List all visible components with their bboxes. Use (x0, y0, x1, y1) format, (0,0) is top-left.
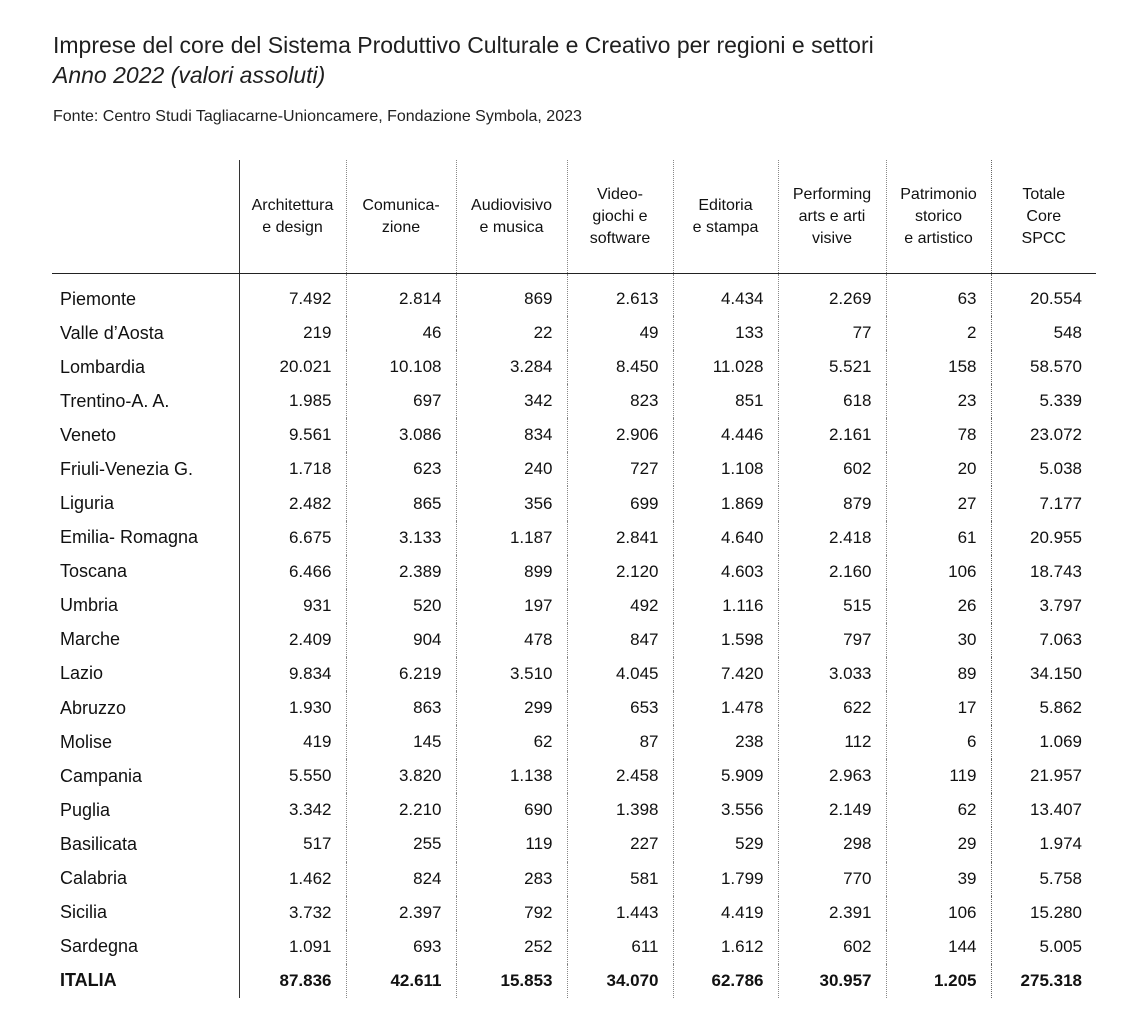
cell-editoria: 133 (673, 316, 778, 350)
cell-performing-arts: 2.160 (778, 555, 886, 589)
cell-totale: 5.038 (991, 452, 1096, 486)
cell-editoria: 4.640 (673, 521, 778, 555)
cell-comunicazione: 2.210 (346, 793, 456, 827)
cell-audiovisivo: 792 (456, 896, 567, 930)
region-name: Abruzzo (60, 697, 127, 718)
cell-patrimonio: 30 (886, 623, 991, 657)
table-row (52, 486, 1096, 520)
cell-videogiochi: 1.398 (567, 793, 673, 827)
cell-totale: 34.150 (991, 657, 1096, 691)
table-row (52, 589, 1096, 623)
cell-audiovisivo: 478 (456, 623, 567, 657)
cell-comunicazione: 2.389 (346, 555, 456, 589)
region-name: Piemonte (60, 288, 137, 309)
cell-audiovisivo: 62 (456, 725, 567, 759)
cell-editoria: 851 (673, 384, 778, 418)
table-row (52, 418, 1096, 452)
cell-comunicazione: 6.219 (346, 657, 456, 691)
cell-patrimonio: 6 (886, 725, 991, 759)
region-name: Campania (60, 765, 143, 786)
cell-comunicazione: 863 (346, 691, 456, 725)
cell-audiovisivo: 3.510 (456, 657, 567, 691)
cell-editoria: 1.598 (673, 623, 778, 657)
cell-comunicazione: 2.814 (346, 274, 456, 317)
column-header-architettura: Architettura e design (239, 160, 346, 274)
cell-editoria: 1.478 (673, 691, 778, 725)
cell-architettura: 20.021 (239, 350, 346, 384)
cell-performing-arts: 2.963 (778, 759, 886, 793)
cell-patrimonio: 63 (886, 274, 991, 317)
cell-audiovisivo: 1.138 (456, 759, 567, 793)
cell-videogiochi: 1.443 (567, 896, 673, 930)
cell-editoria: 4.603 (673, 555, 778, 589)
table-row (52, 691, 1096, 725)
cell-totale: 18.743 (991, 555, 1096, 589)
cell-totale: 548 (991, 316, 1096, 350)
cell-videogiochi: 2.120 (567, 555, 673, 589)
cell-comunicazione: 865 (346, 486, 456, 520)
cell-patrimonio: 17 (886, 691, 991, 725)
table-row (52, 657, 1096, 691)
table-total-row (52, 964, 1096, 998)
region-name: Veneto (60, 424, 117, 445)
cell-totale: 15.280 (991, 896, 1096, 930)
cell-comunicazione: 46 (346, 316, 456, 350)
cell-performing-arts: 602 (778, 930, 886, 964)
cell-videogiochi: 847 (567, 623, 673, 657)
cell-audiovisivo: 1.187 (456, 521, 567, 555)
cell-comunicazione: 10.108 (346, 350, 456, 384)
cell-videogiochi: 2.906 (567, 418, 673, 452)
cell-audiovisivo: 15.853 (456, 964, 567, 998)
cell-architettura: 9.561 (239, 418, 346, 452)
cell-totale: 3.797 (991, 589, 1096, 623)
cell-editoria: 4.434 (673, 274, 778, 317)
data-table (52, 160, 1096, 998)
cell-audiovisivo: 3.284 (456, 350, 567, 384)
cell-comunicazione: 3.133 (346, 521, 456, 555)
cell-architettura: 2.409 (239, 623, 346, 657)
column-header-videogiochi: Video- giochi e software (567, 160, 673, 274)
cell-performing-arts: 2.161 (778, 418, 886, 452)
region-name: Umbria (60, 595, 119, 616)
region-name: Sicilia (60, 902, 108, 923)
cell-performing-arts: 618 (778, 384, 886, 418)
cell-performing-arts: 2.269 (778, 274, 886, 317)
cell-comunicazione: 623 (346, 452, 456, 486)
cell-videogiochi: 492 (567, 589, 673, 623)
cell-totale: 7.177 (991, 486, 1096, 520)
cell-totale: 23.072 (991, 418, 1096, 452)
table-row (52, 896, 1096, 930)
table-row (52, 725, 1096, 759)
cell-audiovisivo: 899 (456, 555, 567, 589)
cell-totale: 21.957 (991, 759, 1096, 793)
cell-architettura: 1.091 (239, 930, 346, 964)
cell-architettura: 1.985 (239, 384, 346, 418)
cell-audiovisivo: 240 (456, 452, 567, 486)
cell-architettura: 517 (239, 827, 346, 861)
cell-architettura: 1.718 (239, 452, 346, 486)
cell-editoria: 5.909 (673, 759, 778, 793)
cell-audiovisivo: 299 (456, 691, 567, 725)
region-name: Calabria (60, 868, 128, 889)
cell-videogiochi: 227 (567, 827, 673, 861)
cell-comunicazione: 3.820 (346, 759, 456, 793)
region-name: Friuli-Venezia G. (60, 458, 194, 479)
cell-patrimonio: 26 (886, 589, 991, 623)
cell-patrimonio: 1.205 (886, 964, 991, 998)
column-header-patrimonio: Patrimonio storico e artistico (886, 160, 991, 274)
cell-totale: 5.862 (991, 691, 1096, 725)
cell-comunicazione: 904 (346, 623, 456, 657)
cell-audiovisivo: 834 (456, 418, 567, 452)
cell-performing-arts: 622 (778, 691, 886, 725)
region-name: Valle d’Aosta (60, 322, 164, 343)
cell-architettura: 87.836 (239, 964, 346, 998)
cell-editoria: 7.420 (673, 657, 778, 691)
cell-comunicazione: 824 (346, 862, 456, 896)
column-header-comunicazione: Comunica- zione (346, 160, 456, 274)
region-name: Toscana (60, 561, 128, 582)
cell-architettura: 2.482 (239, 486, 346, 520)
column-header-totale: Totale Core SPCC (991, 160, 1096, 274)
table-row (52, 452, 1096, 486)
column-header-editoria: Editoria e stampa (673, 160, 778, 274)
cell-architettura: 6.466 (239, 555, 346, 589)
cell-architettura: 3.342 (239, 793, 346, 827)
cell-performing-arts: 2.418 (778, 521, 886, 555)
table-row (52, 759, 1096, 793)
cell-audiovisivo: 869 (456, 274, 567, 317)
region-name: Molise (60, 731, 113, 752)
cell-totale: 5.339 (991, 384, 1096, 418)
cell-editoria: 238 (673, 725, 778, 759)
cell-performing-arts: 602 (778, 452, 886, 486)
cell-comunicazione: 255 (346, 827, 456, 861)
cell-performing-arts: 2.149 (778, 793, 886, 827)
region-name: Lombardia (60, 356, 146, 377)
table-row (52, 521, 1096, 555)
cell-patrimonio: 61 (886, 521, 991, 555)
cell-performing-arts: 77 (778, 316, 886, 350)
cell-totale: 1.069 (991, 725, 1096, 759)
cell-performing-arts: 2.391 (778, 896, 886, 930)
cell-performing-arts: 515 (778, 589, 886, 623)
cell-architettura: 931 (239, 589, 346, 623)
cell-patrimonio: 78 (886, 418, 991, 452)
table-row (52, 623, 1096, 657)
cell-patrimonio: 62 (886, 793, 991, 827)
cell-videogiochi: 611 (567, 930, 673, 964)
cell-patrimonio: 39 (886, 862, 991, 896)
cell-editoria: 529 (673, 827, 778, 861)
cell-videogiochi: 823 (567, 384, 673, 418)
cell-totale: 58.570 (991, 350, 1096, 384)
cell-audiovisivo: 356 (456, 486, 567, 520)
region-name: Lazio (60, 663, 104, 684)
table-header-row (52, 160, 1096, 274)
cell-audiovisivo: 197 (456, 589, 567, 623)
cell-performing-arts: 112 (778, 725, 886, 759)
cell-architettura: 5.550 (239, 759, 346, 793)
cell-architettura: 419 (239, 725, 346, 759)
cell-comunicazione: 42.611 (346, 964, 456, 998)
cell-videogiochi: 49 (567, 316, 673, 350)
cell-architettura: 1.930 (239, 691, 346, 725)
cell-patrimonio: 119 (886, 759, 991, 793)
table-row (52, 930, 1096, 964)
cell-patrimonio: 27 (886, 486, 991, 520)
cell-patrimonio: 20 (886, 452, 991, 486)
cell-totale: 20.554 (991, 274, 1096, 317)
column-header-audiovisivo: Audiovisivo e musica (456, 160, 567, 274)
cell-architettura: 219 (239, 316, 346, 350)
cell-totale: 5.005 (991, 930, 1096, 964)
table-row (52, 384, 1096, 418)
cell-patrimonio: 144 (886, 930, 991, 964)
region-name: Emilia- Romagna (60, 527, 199, 548)
cell-architettura: 7.492 (239, 274, 346, 317)
cell-totale: 275.318 (991, 964, 1096, 998)
cell-editoria: 4.419 (673, 896, 778, 930)
region-name: Liguria (60, 493, 115, 514)
table-row (52, 350, 1096, 384)
cell-performing-arts: 879 (778, 486, 886, 520)
region-name: Marche (60, 629, 121, 650)
cell-editoria: 3.556 (673, 793, 778, 827)
cell-performing-arts: 797 (778, 623, 886, 657)
table-body (52, 274, 1096, 998)
cell-videogiochi: 34.070 (567, 964, 673, 998)
cell-videogiochi: 8.450 (567, 350, 673, 384)
cell-editoria: 4.446 (673, 418, 778, 452)
cell-patrimonio: 89 (886, 657, 991, 691)
region-name: ITALIA (60, 970, 117, 991)
cell-comunicazione: 520 (346, 589, 456, 623)
cell-videogiochi: 727 (567, 452, 673, 486)
cell-audiovisivo: 690 (456, 793, 567, 827)
cell-videogiochi: 2.613 (567, 274, 673, 317)
cell-architettura: 9.834 (239, 657, 346, 691)
table-row (52, 862, 1096, 896)
cell-totale: 13.407 (991, 793, 1096, 827)
cell-patrimonio: 158 (886, 350, 991, 384)
column-header-region (52, 160, 239, 274)
cell-editoria: 1.799 (673, 862, 778, 896)
cell-patrimonio: 29 (886, 827, 991, 861)
cell-videogiochi: 653 (567, 691, 673, 725)
region-name: Trentino-A. A. (60, 390, 170, 411)
cell-videogiochi: 581 (567, 862, 673, 896)
cell-patrimonio: 2 (886, 316, 991, 350)
region-name: Puglia (60, 799, 111, 820)
table-row (52, 827, 1096, 861)
cell-totale: 1.974 (991, 827, 1096, 861)
cell-editoria: 1.612 (673, 930, 778, 964)
cell-videogiochi: 87 (567, 725, 673, 759)
cell-editoria: 1.116 (673, 589, 778, 623)
source-note: Fonte: Centro Studi Tagliacarne-Unioncamere, Fondazione Symbola, 2023 (53, 108, 582, 125)
cell-audiovisivo: 119 (456, 827, 567, 861)
page-title: Imprese del core del Sistema Produttivo Culturale e Creativo per regioni e settori (53, 32, 874, 58)
cell-performing-arts: 770 (778, 862, 886, 896)
region-name: Basilicata (60, 833, 138, 854)
table-row (52, 316, 1096, 350)
cell-audiovisivo: 252 (456, 930, 567, 964)
cell-audiovisivo: 283 (456, 862, 567, 896)
cell-performing-arts: 298 (778, 827, 886, 861)
cell-editoria: 11.028 (673, 350, 778, 384)
cell-comunicazione: 697 (346, 384, 456, 418)
cell-audiovisivo: 22 (456, 316, 567, 350)
cell-patrimonio: 23 (886, 384, 991, 418)
cell-comunicazione: 3.086 (346, 418, 456, 452)
cell-videogiochi: 2.458 (567, 759, 673, 793)
cell-editoria: 62.786 (673, 964, 778, 998)
cell-patrimonio: 106 (886, 896, 991, 930)
cell-architettura: 3.732 (239, 896, 346, 930)
cell-architettura: 6.675 (239, 521, 346, 555)
table-row (52, 274, 1096, 317)
cell-comunicazione: 145 (346, 725, 456, 759)
table-row (52, 555, 1096, 589)
table-row (52, 793, 1096, 827)
cell-totale: 7.063 (991, 623, 1096, 657)
cell-videogiochi: 699 (567, 486, 673, 520)
cell-architettura: 1.462 (239, 862, 346, 896)
page-subtitle: Anno 2022 (valori assoluti) (53, 62, 326, 88)
cell-videogiochi: 4.045 (567, 657, 673, 691)
cell-comunicazione: 2.397 (346, 896, 456, 930)
cell-editoria: 1.108 (673, 452, 778, 486)
cell-totale: 20.955 (991, 521, 1096, 555)
cell-patrimonio: 106 (886, 555, 991, 589)
cell-comunicazione: 693 (346, 930, 456, 964)
cell-audiovisivo: 342 (456, 384, 567, 418)
cell-performing-arts: 3.033 (778, 657, 886, 691)
cell-editoria: 1.869 (673, 486, 778, 520)
cell-performing-arts: 30.957 (778, 964, 886, 998)
cell-totale: 5.758 (991, 862, 1096, 896)
cell-performing-arts: 5.521 (778, 350, 886, 384)
cell-videogiochi: 2.841 (567, 521, 673, 555)
column-header-performing-arts: Performing arts e arti visive (778, 160, 886, 274)
region-name: Sardegna (60, 936, 139, 957)
